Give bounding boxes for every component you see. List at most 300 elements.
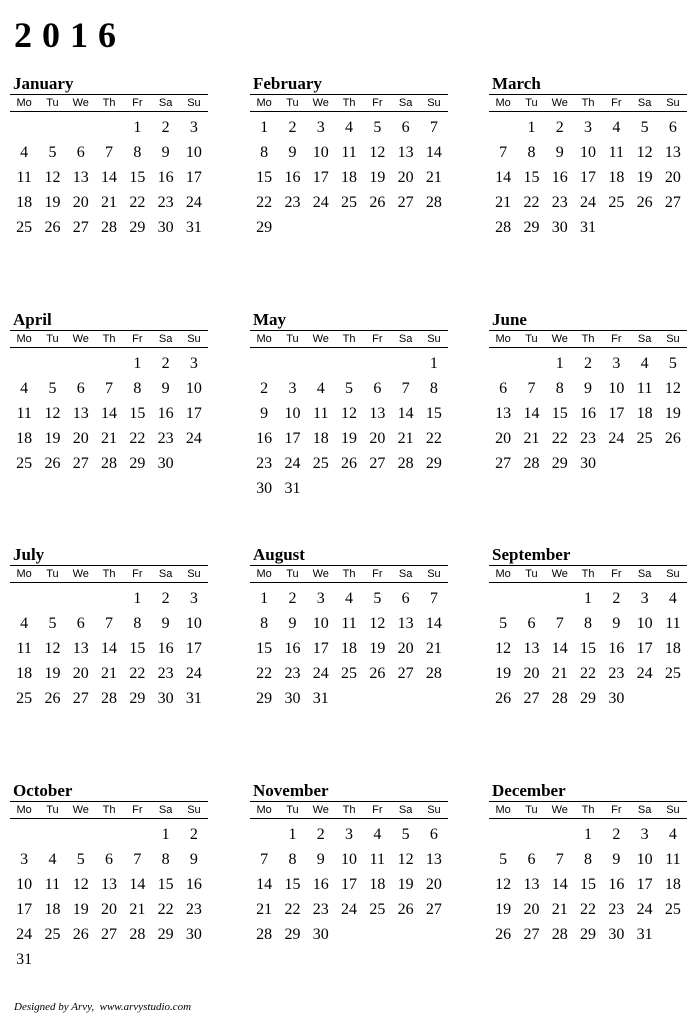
day-cell: 10 [16, 876, 33, 893]
day-cell: 25 [44, 926, 61, 943]
day-cell: 2 [316, 826, 325, 843]
day-cell: 28 [523, 455, 540, 472]
day-cell: 25 [608, 194, 625, 211]
day-cell: 16 [608, 640, 625, 657]
weekday-label: Su [427, 804, 441, 816]
day-cell: 2 [161, 119, 170, 136]
day-cell: 17 [185, 640, 202, 657]
day-cell: 17 [636, 640, 653, 657]
weekday-label: Sa [637, 804, 652, 816]
day-cell: 13 [523, 876, 540, 893]
day-grid [250, 586, 448, 711]
day-cell: 1 [288, 826, 297, 843]
weekday-label: Su [666, 568, 680, 580]
day-cell: 27 [664, 194, 681, 211]
day-cell: 2 [288, 119, 297, 136]
day-cell: 28 [101, 690, 118, 707]
day-cell: 17 [636, 876, 653, 893]
weekday-label: Tu [286, 97, 299, 109]
day-grid [250, 822, 448, 947]
day-cell: 25 [312, 455, 329, 472]
weekday-label: Tu [46, 804, 59, 816]
day-cell: 20 [425, 876, 442, 893]
day-cell: 7 [429, 590, 438, 607]
weekday-label: Mo [495, 568, 511, 580]
day-cell: 6 [105, 851, 114, 868]
day-cell: 20 [101, 901, 118, 918]
day-cell: 21 [101, 194, 118, 211]
empty-cell [489, 115, 517, 140]
day-cell: 4 [48, 851, 57, 868]
weekday-label: Sa [158, 804, 173, 816]
day-cell: 30 [185, 926, 202, 943]
day-cell: 18 [312, 430, 329, 447]
day-cell: 2 [161, 355, 170, 372]
weekday-header [250, 565, 448, 583]
day-grid [489, 115, 687, 240]
day-cell: 22 [256, 665, 273, 682]
day-cell: 2 [612, 590, 621, 607]
day-cell: 11 [44, 876, 61, 893]
day-cell: 31 [185, 690, 202, 707]
day-cell: 15 [256, 640, 273, 657]
day-cell: 10 [636, 851, 653, 868]
day-cell: 30 [551, 219, 568, 236]
day-cell: 24 [636, 665, 653, 682]
day-cell: 21 [523, 430, 540, 447]
day-cell: 27 [369, 455, 386, 472]
empty-cell [67, 822, 95, 847]
day-cell: 31 [312, 690, 329, 707]
day-cell: 6 [499, 380, 508, 397]
day-cell: 18 [44, 901, 61, 918]
weekday-label: Sa [637, 333, 652, 345]
day-cell: 9 [288, 144, 297, 161]
day-cell: 26 [44, 690, 61, 707]
weekday-label: We [551, 333, 568, 345]
day-cell: 10 [185, 144, 202, 161]
weekday-label: Th [581, 97, 595, 109]
month-january [10, 74, 208, 240]
day-cell: 8 [260, 615, 269, 632]
day-cell: 28 [495, 219, 512, 236]
day-cell: 7 [527, 380, 536, 397]
day-cell: 6 [527, 615, 536, 632]
day-cell: 2 [584, 355, 593, 372]
month-name: January [13, 74, 74, 93]
day-cell: 14 [101, 169, 118, 186]
day-cell: 4 [20, 380, 29, 397]
day-cell: 19 [397, 876, 414, 893]
day-cell: 3 [316, 119, 325, 136]
day-cell: 22 [551, 430, 568, 447]
day-cell: 22 [580, 901, 597, 918]
day-cell: 24 [185, 430, 202, 447]
day-cell: 9 [612, 615, 621, 632]
day-cell: 24 [185, 665, 202, 682]
day-grid [489, 351, 687, 476]
day-cell: 1 [527, 119, 536, 136]
empty-cell [10, 586, 38, 611]
day-cell: 16 [157, 640, 174, 657]
day-cell: 29 [551, 455, 568, 472]
day-cell: 10 [312, 144, 329, 161]
day-grid [250, 115, 448, 240]
day-cell: 21 [101, 665, 118, 682]
day-cell: 21 [256, 901, 273, 918]
day-cell: 27 [397, 194, 414, 211]
day-cell: 25 [369, 901, 386, 918]
weekday-label: Sa [158, 333, 173, 345]
weekday-label: Sa [637, 568, 652, 580]
day-cell: 6 [527, 851, 536, 868]
day-cell: 26 [44, 455, 61, 472]
day-cell: 4 [20, 615, 29, 632]
day-cell: 12 [44, 169, 61, 186]
day-cell: 24 [185, 194, 202, 211]
weekday-label: We [551, 804, 568, 816]
day-cell: 25 [341, 665, 358, 682]
day-cell: 17 [312, 640, 329, 657]
month-name: October [13, 781, 73, 800]
day-cell: 17 [608, 405, 625, 422]
day-cell: 19 [44, 194, 61, 211]
weekday-label: Su [427, 97, 441, 109]
weekday-label: Tu [286, 333, 299, 345]
weekday-label: Th [342, 804, 356, 816]
day-cell: 13 [425, 851, 442, 868]
day-cell: 27 [72, 455, 89, 472]
weekday-label: Su [187, 333, 201, 345]
weekday-label: Fr [372, 568, 383, 580]
day-cell: 16 [284, 169, 301, 186]
day-cell: 13 [397, 615, 414, 632]
day-cell: 14 [129, 876, 146, 893]
empty-cell [278, 351, 306, 376]
day-cell: 12 [341, 405, 358, 422]
day-cell: 4 [316, 380, 325, 397]
day-cell: 30 [157, 219, 174, 236]
empty-cell [307, 351, 335, 376]
day-cell: 31 [16, 951, 33, 968]
day-cell: 12 [495, 876, 512, 893]
day-cell: 15 [425, 405, 442, 422]
day-cell: 15 [580, 640, 597, 657]
weekday-label: Su [187, 804, 201, 816]
day-cell: 12 [369, 144, 386, 161]
day-cell: 24 [608, 430, 625, 447]
day-cell: 4 [612, 119, 621, 136]
day-cell: 27 [101, 926, 118, 943]
day-cell: 27 [72, 690, 89, 707]
day-cell: 10 [580, 144, 597, 161]
weekday-label: Sa [398, 804, 413, 816]
empty-cell [10, 822, 38, 847]
day-cell: 14 [495, 169, 512, 186]
weekday-label: Fr [132, 804, 143, 816]
day-cell: 13 [101, 876, 118, 893]
empty-cell [546, 586, 574, 611]
weekday-label: We [72, 804, 89, 816]
weekday-label: Tu [525, 97, 538, 109]
day-cell: 29 [425, 455, 442, 472]
day-cell: 5 [640, 119, 649, 136]
weekday-label: Fr [132, 333, 143, 345]
weekday-header [10, 565, 208, 583]
weekday-label: Mo [495, 97, 511, 109]
weekday-label: Mo [495, 333, 511, 345]
weekday-label: Th [581, 333, 595, 345]
day-cell: 21 [397, 430, 414, 447]
day-cell: 31 [580, 219, 597, 236]
day-cell: 21 [101, 430, 118, 447]
day-cell: 23 [551, 194, 568, 211]
day-cell: 7 [555, 615, 564, 632]
day-cell: 21 [425, 169, 442, 186]
day-cell: 5 [48, 380, 57, 397]
day-cell: 8 [429, 380, 438, 397]
day-cell: 5 [48, 615, 57, 632]
day-cell: 23 [185, 901, 202, 918]
day-cell: 15 [129, 169, 146, 186]
empty-cell [391, 351, 419, 376]
day-cell: 15 [523, 169, 540, 186]
day-cell: 1 [133, 355, 142, 372]
day-cell: 23 [608, 901, 625, 918]
day-cell: 17 [341, 876, 358, 893]
day-cell: 3 [189, 355, 198, 372]
month-name: July [13, 545, 45, 564]
month-name: August [253, 545, 305, 564]
empty-cell [95, 822, 123, 847]
weekday-label: Th [342, 97, 356, 109]
weekday-label: We [312, 333, 329, 345]
empty-cell [335, 351, 363, 376]
weekday-label: Th [102, 568, 116, 580]
day-cell: 27 [425, 901, 442, 918]
day-cell: 23 [256, 455, 273, 472]
day-cell: 17 [284, 430, 301, 447]
day-cell: 18 [341, 169, 358, 186]
weekday-header [489, 330, 687, 348]
day-cell: 28 [256, 926, 273, 943]
empty-cell [38, 822, 66, 847]
day-cell: 6 [401, 590, 410, 607]
day-cell: 10 [636, 615, 653, 632]
weekday-label: We [551, 97, 568, 109]
day-cell: 29 [157, 926, 174, 943]
day-cell: 12 [664, 380, 681, 397]
day-cell: 19 [44, 430, 61, 447]
day-cell: 5 [668, 355, 677, 372]
weekday-header [10, 330, 208, 348]
day-cell: 8 [133, 615, 142, 632]
day-cell: 14 [397, 405, 414, 422]
month-name: December [492, 781, 566, 800]
day-cell: 2 [260, 380, 269, 397]
empty-cell [546, 822, 574, 847]
day-cell: 24 [341, 901, 358, 918]
weekday-label: Mo [16, 333, 32, 345]
day-cell: 18 [16, 194, 33, 211]
day-cell: 7 [133, 851, 142, 868]
empty-cell [10, 351, 38, 376]
day-cell: 28 [397, 455, 414, 472]
day-cell: 18 [16, 665, 33, 682]
day-grid [250, 351, 448, 501]
day-cell: 14 [101, 405, 118, 422]
day-cell: 27 [495, 455, 512, 472]
day-cell: 27 [523, 690, 540, 707]
day-cell: 22 [157, 901, 174, 918]
day-cell: 8 [288, 851, 297, 868]
day-cell: 13 [495, 405, 512, 422]
weekday-label: Su [666, 97, 680, 109]
weekday-label: Sa [398, 333, 413, 345]
weekday-label: Th [581, 568, 595, 580]
day-cell: 29 [284, 926, 301, 943]
day-cell: 24 [636, 901, 653, 918]
day-cell: 9 [161, 380, 170, 397]
day-cell: 2 [161, 590, 170, 607]
day-cell: 1 [133, 119, 142, 136]
day-cell: 31 [185, 219, 202, 236]
day-cell: 12 [44, 640, 61, 657]
day-cell: 9 [161, 144, 170, 161]
day-cell: 2 [612, 826, 621, 843]
day-cell: 10 [284, 405, 301, 422]
day-cell: 12 [44, 405, 61, 422]
month-october [10, 781, 208, 972]
day-cell: 30 [256, 480, 273, 497]
day-cell: 18 [341, 640, 358, 657]
day-cell: 7 [260, 851, 269, 868]
day-cell: 28 [551, 926, 568, 943]
day-cell: 19 [369, 169, 386, 186]
weekday-label: We [72, 333, 89, 345]
day-cell: 22 [129, 194, 146, 211]
day-cell: 24 [580, 194, 597, 211]
month-november [250, 781, 448, 947]
day-cell: 30 [608, 690, 625, 707]
day-cell: 3 [640, 590, 649, 607]
day-cell: 21 [495, 194, 512, 211]
day-cell: 7 [105, 380, 114, 397]
weekday-label: Sa [158, 97, 173, 109]
day-cell: 25 [16, 219, 33, 236]
day-cell: 13 [664, 144, 681, 161]
day-cell: 23 [284, 194, 301, 211]
day-cell: 4 [373, 826, 382, 843]
weekday-header [250, 330, 448, 348]
empty-cell [38, 351, 66, 376]
weekday-label: Sa [398, 97, 413, 109]
day-cell: 14 [101, 640, 118, 657]
weekday-label: Tu [525, 804, 538, 816]
day-cell: 26 [369, 194, 386, 211]
day-cell: 3 [189, 119, 198, 136]
day-cell: 17 [185, 169, 202, 186]
weekday-label: Su [427, 333, 441, 345]
empty-cell [95, 115, 123, 140]
month-august [250, 545, 448, 711]
day-cell: 30 [580, 455, 597, 472]
weekday-label: We [72, 568, 89, 580]
day-cell: 3 [20, 851, 29, 868]
day-cell: 8 [133, 144, 142, 161]
weekday-label: Th [102, 804, 116, 816]
empty-cell [95, 586, 123, 611]
day-cell: 23 [312, 901, 329, 918]
day-cell: 15 [129, 405, 146, 422]
day-cell: 28 [425, 194, 442, 211]
day-cell: 10 [341, 851, 358, 868]
day-cell: 8 [584, 615, 593, 632]
weekday-label: Fr [372, 97, 383, 109]
day-cell: 17 [312, 169, 329, 186]
day-cell: 11 [16, 405, 32, 422]
weekday-label: Fr [611, 97, 622, 109]
weekday-label: Tu [46, 333, 59, 345]
day-cell: 30 [157, 690, 174, 707]
day-cell: 22 [523, 194, 540, 211]
day-cell: 26 [664, 430, 681, 447]
day-cell: 22 [284, 901, 301, 918]
day-cell: 22 [580, 665, 597, 682]
weekday-label: Th [102, 97, 116, 109]
day-cell: 20 [72, 194, 89, 211]
day-cell: 11 [16, 640, 32, 657]
day-cell: 11 [369, 851, 386, 868]
day-cell: 12 [72, 876, 89, 893]
weekday-label: Mo [16, 804, 32, 816]
day-cell: 1 [555, 355, 564, 372]
day-cell: 11 [665, 851, 681, 868]
day-cell: 13 [523, 640, 540, 657]
day-cell: 14 [256, 876, 273, 893]
day-cell: 9 [288, 615, 297, 632]
weekday-header [489, 801, 687, 819]
day-cell: 29 [256, 219, 273, 236]
day-cell: 3 [640, 826, 649, 843]
weekday-header [10, 94, 208, 112]
designer-credit: Designed by Arvy, www.arvystudio.com [14, 1001, 192, 1013]
day-grid [10, 351, 208, 476]
day-cell: 20 [495, 430, 512, 447]
day-cell: 24 [312, 665, 329, 682]
day-cell: 20 [72, 430, 89, 447]
day-cell: 29 [523, 219, 540, 236]
day-cell: 28 [101, 455, 118, 472]
empty-cell [517, 351, 545, 376]
weekday-label: Tu [46, 97, 59, 109]
day-cell: 30 [608, 926, 625, 943]
day-cell: 1 [429, 355, 438, 372]
day-cell: 9 [161, 615, 170, 632]
day-cell: 2 [555, 119, 564, 136]
day-cell: 9 [260, 405, 269, 422]
day-cell: 31 [636, 926, 653, 943]
weekday-label: Su [187, 97, 201, 109]
day-cell: 18 [369, 876, 386, 893]
day-cell: 18 [664, 876, 681, 893]
weekday-label: Su [427, 568, 441, 580]
day-cell: 16 [312, 876, 329, 893]
weekday-label: Fr [611, 333, 622, 345]
day-cell: 1 [584, 826, 593, 843]
weekday-label: Tu [525, 333, 538, 345]
day-cell: 26 [341, 455, 358, 472]
